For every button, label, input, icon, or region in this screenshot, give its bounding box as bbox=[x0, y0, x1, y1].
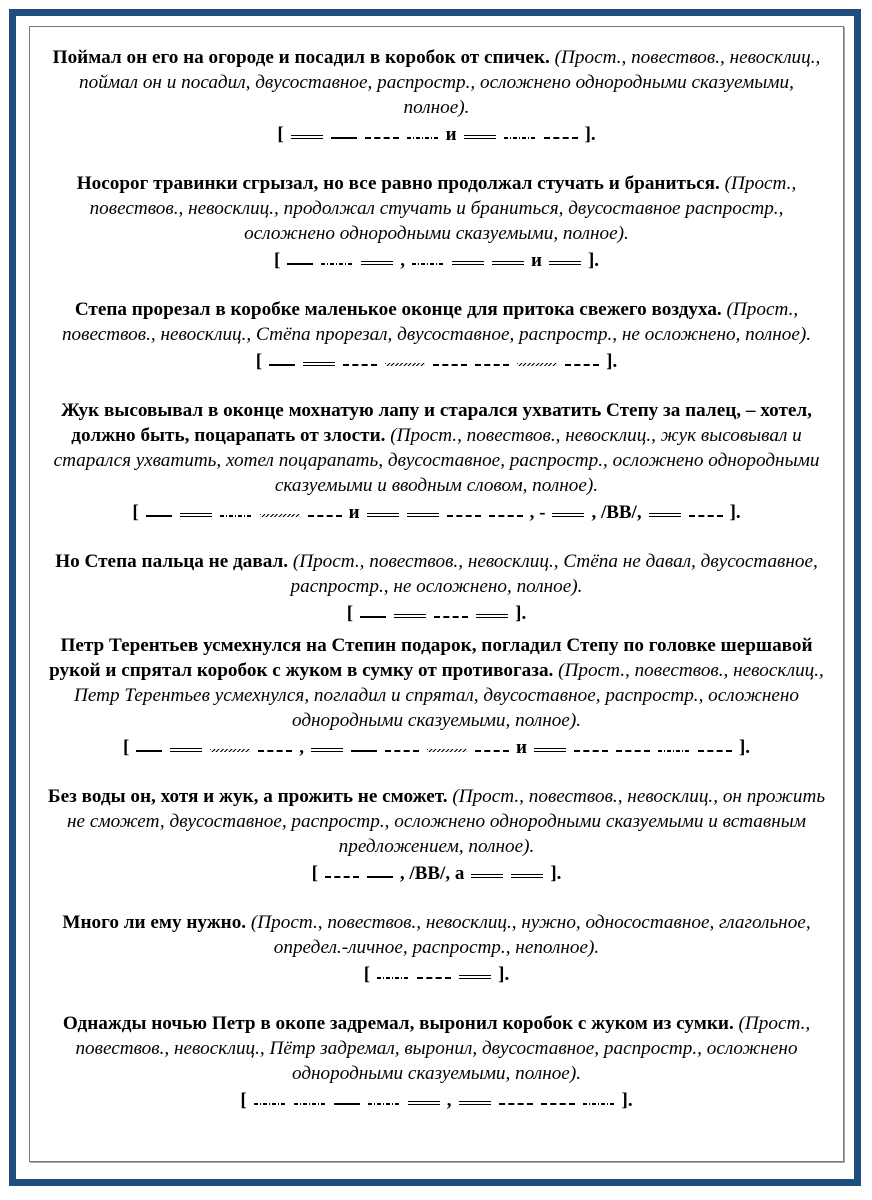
adverbial-dotdash-line bbox=[658, 747, 690, 752]
schema-symbol: и bbox=[348, 502, 360, 523]
object-dashed-line bbox=[385, 744, 419, 752]
object-dashed-line bbox=[258, 744, 292, 752]
sentence-analysis: (Прост., повествов., невосклиц., жук высовывал и старался ухватить, хотел поцарапать, двусоставное, распростр., осложнено однородными сказуемыми и вводным словом, полное). bbox=[53, 425, 820, 496]
schema-symbol: ]. bbox=[515, 603, 527, 624]
sentence-schema bbox=[46, 960, 827, 990]
predicate-double-line bbox=[549, 255, 581, 265]
adverbial-dotdash-line bbox=[368, 1100, 400, 1105]
attribute-wavy-line bbox=[260, 511, 300, 517]
schema-symbol: ]. bbox=[606, 351, 618, 372]
predicate-double-line bbox=[408, 1095, 440, 1105]
predicate-double-line bbox=[511, 868, 543, 878]
schema-symbol: ]. bbox=[621, 1090, 633, 1111]
object-dashed-line bbox=[574, 744, 608, 752]
subject-line bbox=[136, 744, 162, 752]
attribute-wavy-line bbox=[210, 746, 250, 752]
subject-line bbox=[360, 610, 386, 618]
adverbial-dotdash-line bbox=[412, 260, 444, 265]
predicate-double-line bbox=[459, 1095, 491, 1105]
sentence-analysis: (Прост., повествов., невосклиц., Стёпа прорезал, двусоставное, распростр., не осложнено, полное). bbox=[61, 299, 812, 345]
adverbial-dotdash-line bbox=[254, 1100, 286, 1105]
object-dashed-line bbox=[308, 509, 342, 517]
predicate-double-line bbox=[394, 608, 426, 618]
adverbial-dotdash-line bbox=[583, 1100, 615, 1105]
subject-line bbox=[287, 257, 313, 265]
schema-symbol: ]. bbox=[729, 502, 741, 523]
predicate-double-line bbox=[471, 868, 503, 878]
adverbial-dotdash-line bbox=[321, 260, 353, 265]
object-dashed-line bbox=[489, 509, 523, 517]
sentence-text: Без воды он, хотя и жук, а прожить не сможет. bbox=[47, 786, 448, 807]
sentence-text: Поймал он его на огороде и посадил в коробок от спичек. bbox=[52, 47, 550, 68]
sentence-schema bbox=[46, 246, 827, 276]
sentence-block bbox=[46, 633, 827, 763]
object-dashed-line bbox=[475, 358, 509, 366]
predicate-double-line bbox=[476, 608, 508, 618]
schema-symbol: и bbox=[445, 124, 457, 145]
sentence-block bbox=[46, 398, 827, 528]
sentence-block bbox=[46, 549, 827, 629]
schema-symbol: и bbox=[531, 250, 542, 271]
object-dashed-line bbox=[365, 131, 399, 139]
schema-symbol: ]. bbox=[738, 737, 751, 758]
adverbial-dotdash-line bbox=[220, 512, 252, 517]
predicate-double-line bbox=[552, 507, 584, 517]
schema-symbol: [ bbox=[132, 502, 139, 523]
sentence-text: Носорог травинки сгрызал, но все равно продолжал стучать и браниться. bbox=[76, 173, 720, 194]
attribute-wavy-line bbox=[517, 360, 557, 366]
subject-line bbox=[351, 744, 377, 752]
predicate-double-line bbox=[407, 507, 439, 517]
predicate-double-line bbox=[361, 255, 393, 265]
object-dashed-line bbox=[544, 131, 578, 139]
object-dashed-line bbox=[475, 744, 509, 752]
schema-symbol: [ bbox=[363, 964, 371, 985]
predicate-double-line bbox=[534, 742, 566, 752]
sentence-schema bbox=[46, 599, 827, 629]
sentence-analysis: (Прост., повествов., невосклиц., нужно, односоставное, глагольное, определ.-личное, распростр., неполное). bbox=[250, 912, 811, 958]
schema-symbol: , /ВВ/, а bbox=[399, 863, 465, 884]
schema-symbol: [ bbox=[277, 124, 284, 145]
predicate-double-line bbox=[464, 129, 496, 139]
object-dashed-line bbox=[434, 610, 468, 618]
sentence-block bbox=[46, 910, 827, 990]
adverbial-dotdash-line bbox=[504, 134, 536, 139]
adverbial-dotdash-line bbox=[294, 1100, 326, 1105]
schema-symbol: , - bbox=[529, 502, 546, 523]
schema-symbol: ]. bbox=[498, 964, 510, 985]
object-dashed-line bbox=[433, 358, 467, 366]
object-dashed-line bbox=[325, 870, 359, 878]
schema-symbol: , /ВВ/, bbox=[591, 502, 642, 523]
sentence-block bbox=[46, 297, 827, 377]
schema-symbol: , bbox=[400, 250, 406, 271]
schema-symbol: [ bbox=[311, 863, 318, 884]
schema-symbol: [ bbox=[273, 250, 281, 271]
predicate-double-line bbox=[649, 507, 681, 517]
sentence-schema bbox=[46, 120, 827, 150]
object-dashed-line bbox=[698, 744, 732, 752]
sentence-block bbox=[46, 171, 827, 276]
page-frame bbox=[9, 9, 861, 1186]
object-dashed-line bbox=[447, 509, 481, 517]
schema-symbol: [ bbox=[240, 1090, 247, 1111]
predicate-double-line bbox=[303, 356, 335, 366]
sentence-block bbox=[46, 45, 827, 150]
subject-line bbox=[269, 358, 295, 366]
predicate-double-line bbox=[459, 969, 491, 979]
sentence-text: Петр Терентьев усмехнулся на Степин подарок, погладил Степу по головке шершавой рукой и спрятал коробок с жуком в сумку от противогаза. bbox=[49, 635, 813, 681]
attribute-wavy-line bbox=[385, 360, 425, 366]
sentence-analysis: (Прост., повествов., невосклиц., он прожить не сможет, двусоставное, распростр., осложнено однородными сказуемыми и вставным предложением, полное). bbox=[67, 786, 826, 857]
predicate-double-line bbox=[452, 255, 484, 265]
sentence-schema bbox=[46, 347, 827, 377]
predicate-double-line bbox=[311, 742, 343, 752]
object-dashed-line bbox=[689, 509, 723, 517]
sentence-text: Но Степа пальца не давал. bbox=[55, 551, 289, 572]
sentence-text: Однажды ночью Петр в окопе задремал, выронил коробок с жуком из сумки. bbox=[62, 1013, 734, 1034]
sentence-analysis: (Прост., повествов., невосклиц., продолжал стучать и браниться, двусоставное распростр., осложнено однородными сказуемыми, полное). bbox=[89, 173, 797, 244]
subject-line bbox=[367, 870, 393, 878]
schema-symbol: ]. bbox=[550, 863, 562, 884]
subject-line bbox=[146, 509, 172, 517]
schema-symbol: [ bbox=[122, 737, 130, 758]
sentence-text: Степа прорезал в коробке маленькое оконце для притока свежего воздуха. bbox=[74, 299, 722, 320]
adverbial-dotdash-line bbox=[407, 134, 439, 139]
sentence-schema bbox=[46, 733, 827, 763]
schema-symbol: ]. bbox=[587, 250, 600, 271]
object-dashed-line bbox=[616, 744, 650, 752]
subject-line bbox=[331, 131, 357, 139]
attribute-wavy-line bbox=[427, 746, 467, 752]
sentence-schema bbox=[46, 859, 827, 889]
sentence-text: Много ли ему нужно. bbox=[62, 912, 247, 933]
object-dashed-line bbox=[541, 1097, 575, 1105]
sentence-text: Жук высовывал в оконце мохнатую лапу и старался ухватить Степу за палец, – хотел, должно быть, поцарапать от злости. bbox=[61, 400, 812, 446]
sentence-analysis: (Прост., повествов., невосклиц., Пётр задремал, выронил, двусоставное, распростр., осложнено однородными сказуемыми, полное). bbox=[75, 1013, 811, 1084]
predicate-double-line bbox=[291, 129, 323, 139]
sentence-schema bbox=[46, 1086, 827, 1116]
predicate-double-line bbox=[170, 742, 202, 752]
subject-line bbox=[334, 1097, 360, 1105]
sentence-analysis: (Прост., повествов., невосклиц., поймал он и посадил, двусоставное, распростр., осложнено однородными сказуемыми, полное). bbox=[79, 47, 821, 118]
sentence-schema bbox=[46, 498, 827, 528]
sentence-block bbox=[46, 784, 827, 889]
sentence-list bbox=[30, 45, 843, 1137]
schema-symbol: , bbox=[299, 737, 305, 758]
object-dashed-line bbox=[343, 358, 377, 366]
predicate-double-line bbox=[367, 507, 399, 517]
schema-symbol: и bbox=[516, 737, 527, 758]
schema-symbol: [ bbox=[255, 351, 263, 372]
object-dashed-line bbox=[417, 971, 451, 979]
adverbial-dotdash-line bbox=[377, 974, 409, 979]
schema-symbol: ]. bbox=[584, 124, 596, 145]
schema-symbol: , bbox=[446, 1090, 452, 1111]
object-dashed-line bbox=[565, 358, 599, 366]
sentence-block bbox=[46, 1011, 827, 1116]
object-dashed-line bbox=[499, 1097, 533, 1105]
predicate-double-line bbox=[180, 507, 212, 517]
content-box bbox=[29, 26, 844, 1162]
sentence-analysis: (Прост., повествов., невосклиц., Стёпа не давал, двусоставное, распростр., не осложнено, полное). bbox=[290, 551, 818, 597]
sentence-analysis: (Прост., повествов., невосклиц., Петр Терентьев усмехнулся, погладил и спрятал, двусоставное, распростр., осложнено однородными сказуемыми, полное). bbox=[73, 660, 824, 731]
schema-symbol: [ bbox=[346, 603, 354, 624]
predicate-double-line bbox=[492, 255, 524, 265]
